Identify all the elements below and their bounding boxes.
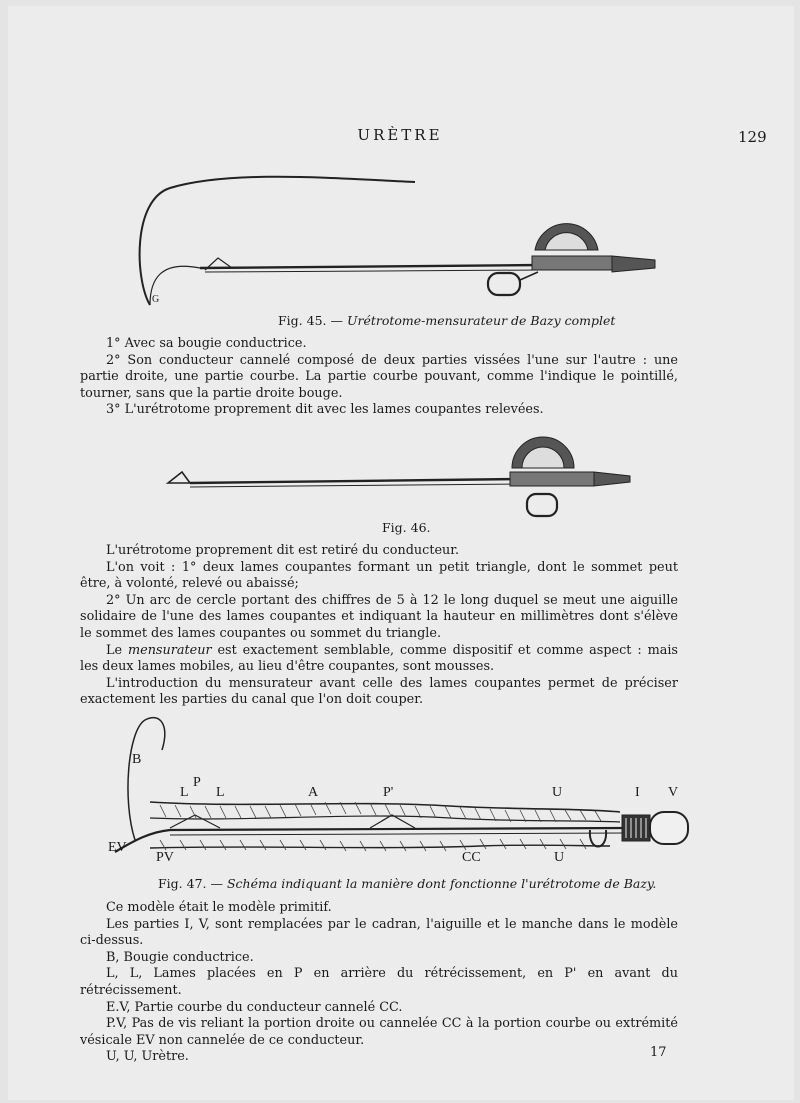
body-text-3	[80, 900, 678, 1066]
list-item: 3° L'urétrotome proprement dit avec les lames coupantes relevées.	[106, 402, 544, 418]
paragraph: L'urétrotome proprement dit est retiré du conducteur.	[106, 543, 460, 558]
legend-line: P.V, Pas de vis reliant la portion droite ou cannelée CC à la portion courbe ou extrémité vésicale EV non cannelée de ce conducteur.	[80, 1016, 678, 1048]
figure-45-letter-g: G	[152, 294, 160, 305]
legend-line: U, U, Urètre.	[106, 1049, 189, 1065]
legend-line: Les parties I, V, sont remplacées par le cadran, l'aiguille et le manche dans le modèle ci-dessus.	[80, 916, 678, 949]
printer-signature: 17	[650, 1045, 667, 1060]
fig47-label-i: I	[635, 785, 640, 800]
paragraph-part: Le	[106, 642, 128, 658]
figure-47-title: Schéma indiquant la manière dont fonctionne l'urétrotome de Bazy.	[226, 876, 657, 891]
figure-47-label: Fig. 47.	[158, 876, 207, 891]
figure-45-label: Fig. 45.	[278, 313, 327, 328]
figure-45-dash: —	[326, 313, 347, 328]
fig47-label-u-top: U	[552, 785, 563, 800]
paragraph: 2° Un arc de cercle portant des chiffres de 5 à 12 le long duquel se meut une aiguille solidaire de l'une des lames coupantes et indiquant la hauteur en millimètres dont s'élève le sommet des lames coupantes ou sommet du triangle.	[80, 592, 678, 641]
fig47-label-ev: EV	[108, 840, 127, 855]
list-item: 1° Avec sa bougie conductrice.	[106, 336, 307, 351]
figure-47-dash: —	[206, 876, 227, 891]
page-number: 129	[738, 128, 767, 146]
figure-47-caption	[158, 876, 656, 891]
fig47-label-u-bottom: U	[554, 850, 565, 865]
emphasis-mensurateur: mensurateur	[127, 642, 212, 658]
fig47-label-p-prime: P'	[383, 785, 394, 800]
paragraph: L'on voit : 1° deux lames coupantes formant un petit triangle, dont le sommet peut être, à volonté, relevé ou abaissé;	[80, 559, 678, 592]
fig47-label-cc: CC	[462, 850, 481, 865]
legend-line: E.V, Partie courbe du conducteur cannelé CC.	[106, 999, 403, 1015]
fig47-label-a: A	[308, 785, 319, 800]
fig47-label-l2: L	[216, 785, 225, 800]
running-header: URÈTRE	[357, 126, 443, 144]
fig47-label-b: B	[132, 752, 142, 767]
paragraph-part: est exactement semblable, comme dispositif et comme aspect : mais les deux lames mobiles, au lieu d'être coupantes, sont mousses.	[80, 642, 678, 675]
fig47-label-l1: L	[180, 785, 189, 800]
list-item: 2° Son conducteur cannelé composé de deux parties vissées l'une sur l'autre : une partie droite, une partie courbe. La partie courbe pouvant, comme l'indique le pointillé, tourner, sans que la partie droite bouge.	[80, 352, 678, 401]
legend-line: Ce modèle était le modèle primitif.	[106, 900, 332, 915]
legend-line: L, L, Lames placées en P en arrière du rétrécissement, en P' en avant du rétrécissement.	[80, 966, 678, 998]
figure-46-caption: Fig. 46.	[382, 520, 431, 535]
figure-45-title: Urétrotome-mensurateur de Bazy complet	[346, 313, 616, 328]
fig47-label-v: V	[668, 785, 679, 800]
legend-line: B, Bougie conductrice.	[106, 949, 254, 965]
paragraph: L'introduction du mensurateur avant celle des lames coupantes permet de préciser exactement les parties du canal que l'on doit couper.	[80, 675, 678, 708]
fig47-label-p: P	[193, 775, 201, 790]
fig47-label-pv: PV	[156, 850, 174, 865]
